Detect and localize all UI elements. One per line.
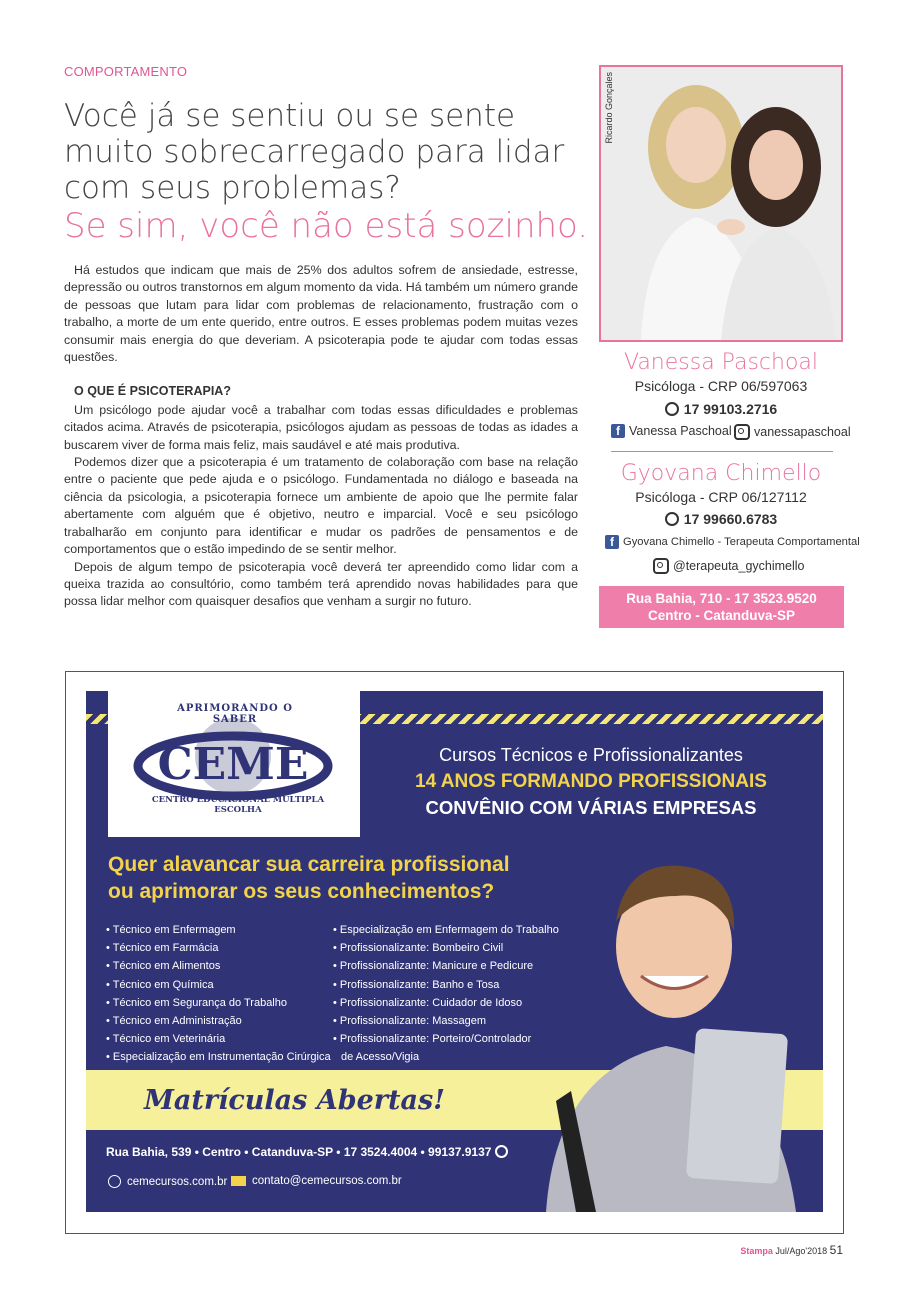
course-item: • Profissionalizante: Porteiro/Controlador <box>333 1030 559 1048</box>
ceme-logo <box>108 691 360 837</box>
website-text: cemecursos.com.br <box>127 1175 228 1188</box>
headline-highlight: Se sim, você não está sozinho. <box>64 206 589 246</box>
psychologist-role: Psicóloga - CRP 06/597063 <box>634 378 808 394</box>
phone-text: 17 99660.6783 <box>683 511 778 527</box>
instagram-link[interactable] <box>734 424 851 440</box>
address-line: Centro - Catanduva-SP <box>647 608 796 623</box>
headline-line: com seus problemas? <box>64 170 401 206</box>
ad-tagline: Cursos Técnicos e Profissionalizantes <box>439 745 743 765</box>
course-item: • Profissionalizante: Banho e Tosa <box>333 976 559 994</box>
article-body <box>64 262 578 611</box>
facebook-handle: Vanessa Paschoal <box>629 424 732 438</box>
instagram-icon <box>734 424 750 440</box>
instagram-handle: vanessapaschoal <box>754 425 851 439</box>
course-list-left <box>106 921 331 1067</box>
globe-icon <box>108 1175 121 1188</box>
website-link[interactable] <box>108 1175 227 1188</box>
section-label: COMPORTAMENTO <box>64 64 188 79</box>
facebook-handle: Gyovana Chimello - Terapeuta Comportamental <box>623 536 860 548</box>
course-item: • Técnico em Química <box>106 976 331 994</box>
ad-highlight: 14 ANOS FORMANDO PROFISSIONAIS <box>415 771 767 792</box>
course-item: • Profissionalizante: Bombeiro Civil <box>333 939 559 957</box>
question-line: Quer alavancar sua carreira profissional <box>108 853 510 876</box>
course-item: • Profissionalizante: Manicure e Pedicure <box>333 957 559 975</box>
student-illustration <box>516 841 823 1212</box>
course-item: • Técnico em Administração <box>106 1012 331 1030</box>
psychologist-name: Gyovana Chimello <box>620 461 822 486</box>
course-item: • Especialização em Enfermagem do Trabalho <box>333 921 559 939</box>
headline <box>64 98 594 246</box>
ceme-advertisement <box>86 691 823 1212</box>
whatsapp-icon <box>495 1145 508 1158</box>
issue-date: Jul/Ago'2018 <box>775 1246 828 1256</box>
headline-line: muito sobrecarregado para lidar <box>64 134 565 170</box>
photo-credit: Ricardo Gonçales <box>604 72 614 144</box>
logo-arc-text: APRIMORANDO O SABER <box>177 703 293 725</box>
clinic-address <box>599 586 844 628</box>
facebook-icon: f <box>605 535 619 549</box>
contact-text: Rua Bahia, 539 • Centro • Catanduva-SP • 17 3524.4004 • 99137.9137 <box>106 1145 492 1159</box>
psychologists-photo <box>599 65 843 342</box>
course-item: • Técnico em Enfermagem <box>106 921 331 939</box>
logo-main-text: CEME <box>157 739 309 790</box>
facebook-link[interactable] <box>611 424 732 438</box>
course-item: • Profissionalizante: Cuidador de Idoso <box>333 994 559 1012</box>
paragraph: Um psicólogo pode ajudar você a trabalhar com todas essas dificuldades e problemas citados acima. Através de psicoterapia, psicólogos ajudam as pessoas de todas as idades a buscarem viver de forma mais feliz, mais saudável e até mais produtiva. <box>64 402 578 452</box>
paragraph: Depois de algum tempo de psicoterapia você deverá ter apreendido como lidar com a queixa trazida ao consultório, como também terá aprendido novas habilidades para que possa lidar melhor com quaisquer desafios que venham a surgir no futuro. <box>64 559 578 609</box>
ad-tagline: CONVÊNIO COM VÁRIAS EMPRESAS <box>425 797 757 818</box>
headline-line: Você já se sentiu ou se sente <box>64 98 516 134</box>
course-item: • Técnico em Segurança do Trabalho <box>106 994 331 1012</box>
page-footer <box>740 1243 843 1257</box>
instagram-link[interactable] <box>653 558 805 574</box>
enrollment-text: Matrículas Abertas! <box>144 1085 446 1116</box>
email-text: contato@cemecursos.com.br <box>252 1175 402 1187</box>
course-item: • Técnico em Alimentos <box>106 957 331 975</box>
ad-contact <box>106 1145 508 1159</box>
whatsapp-icon <box>665 512 679 526</box>
phone-number <box>599 511 843 527</box>
instagram-icon <box>653 558 669 574</box>
phone-number <box>599 401 843 417</box>
subheading: O QUE É PSICOTERAPIA? <box>74 384 231 399</box>
psychologist-name: Vanessa Paschoal <box>623 350 818 375</box>
phone-text: 17 99103.2716 <box>683 401 778 417</box>
paragraph: Há estudos que indicam que mais de 25% dos adultos sofrem de ansiedade, estresse, depressão ou outros transtornos em algum momento da vida. Há também um número grande de pessoas que lutam para lidar com problemas de relacionamento, frustração com o trabalho, a morte de um ente querido, entre outros. E esses problemas podem muitas vezes consumir mais energia do que deveriam. A psicoterapia pode te ajudar com todas essas questões. <box>64 263 578 365</box>
ad-question <box>108 851 510 905</box>
question-line: ou aprimorar os seus conhecimentos? <box>108 880 495 903</box>
address-line: Rua Bahia, 710 - 17 3523.9520 <box>626 591 817 606</box>
logo-subtitle: CENTRO EDUCACIONAL MÚLTIPLA ESCOLHA <box>151 795 325 815</box>
course-item: • Profissionalizante: Massagem <box>333 1012 559 1030</box>
divider <box>611 451 833 452</box>
psychologist-role: Psicóloga - CRP 06/127112 <box>635 489 807 505</box>
course-item: • Especialização em Instrumentação Cirúrgica <box>106 1048 331 1066</box>
envelope-icon <box>231 1176 246 1186</box>
email-link[interactable] <box>231 1175 402 1187</box>
facebook-link[interactable] <box>605 535 860 549</box>
course-item: • Técnico em Veterinária <box>106 1030 331 1048</box>
course-item: de Acesso/Vigia <box>341 1051 420 1064</box>
instagram-handle: @terapeuta_gychimello <box>673 559 805 573</box>
paragraph: Podemos dizer que a psicoterapia é um tratamento de colaboração com base na relação entre o paciente que pede ajuda e o psicólogo. Fundamentada no diálogo e baseada na ciência da psicologia, a psicoterapia fornece um ambiente de apoio que lhe permite falar abertamente com alguém que é objetivo, neutro e imparcial. Você e seu psicólogo trabalharão em conjunto para identificar e mudar os padrões de pensamentos e de comportamentos que o estão impedindo de se sentir melhor. <box>64 455 578 557</box>
whatsapp-icon <box>665 402 679 416</box>
portrait-illustration <box>601 67 841 340</box>
magazine-brand: Stampa <box>740 1246 773 1256</box>
page-number: 51 <box>829 1243 843 1257</box>
facebook-icon: f <box>611 424 625 438</box>
course-item: • Técnico em Farmácia <box>106 939 331 957</box>
